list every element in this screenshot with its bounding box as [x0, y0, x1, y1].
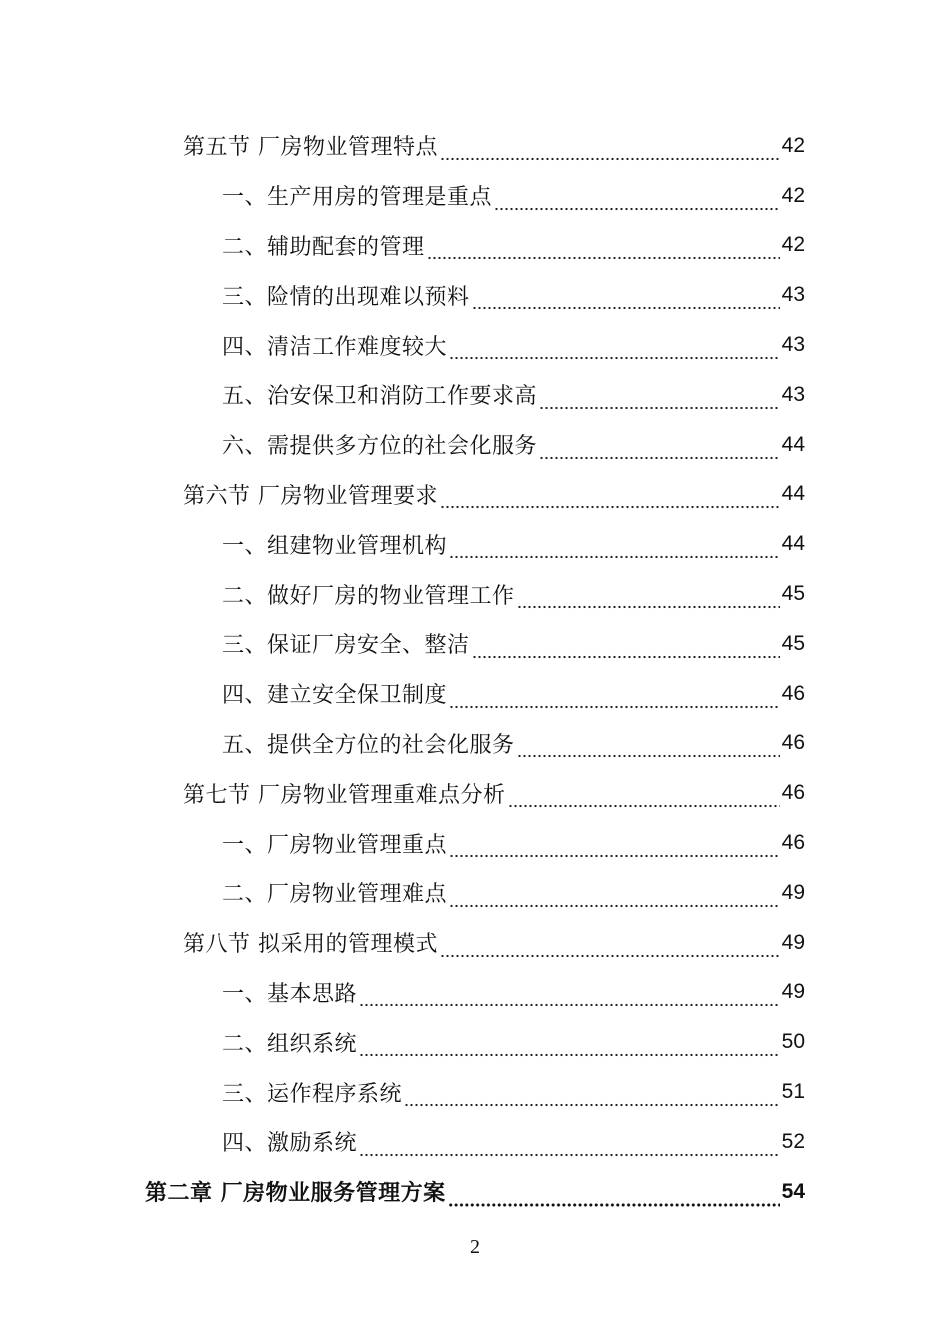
toc-entry-page: 45 [781, 582, 805, 606]
toc-entry-page: 46 [781, 681, 805, 705]
toc-entry-title: 二、做好厂房的物业管理工作 [222, 583, 515, 609]
toc-entry-page: 43 [781, 283, 805, 307]
dot-leader [359, 1135, 780, 1157]
toc-entry[interactable] [0, 270, 950, 320]
toc-entry[interactable] [0, 1017, 950, 1067]
toc-entry[interactable] [0, 619, 950, 669]
toc-entry-page: 46 [781, 731, 805, 755]
toc-entry[interactable] [0, 420, 950, 470]
dot-leader [449, 687, 780, 709]
toc-entry-title: 第八节 拟采用的管理模式 [183, 932, 438, 958]
toc-entry[interactable] [0, 719, 950, 769]
toc-entry-page: 52 [781, 1129, 805, 1153]
toc-entry-title: 二、组织系统 [222, 1031, 358, 1057]
toc-entry-page: 49 [781, 930, 805, 954]
toc-entry[interactable] [0, 370, 950, 420]
toc-entry-page: 50 [781, 1030, 805, 1054]
dot-leader [440, 139, 780, 161]
toc-entry-title: 第二章 厂房物业服务管理方案 [145, 1181, 446, 1207]
toc-entry-title: 四、建立安全保卫制度 [222, 683, 448, 709]
dot-leader [440, 487, 780, 509]
page-number: 2 [470, 1236, 480, 1258]
toc-entry[interactable] [0, 868, 950, 918]
toc-entry[interactable] [0, 918, 950, 968]
toc-entry[interactable] [0, 1067, 950, 1117]
toc-entry-title: 一、基本思路 [222, 981, 358, 1007]
table-of-contents [0, 121, 950, 1217]
dot-leader [517, 736, 780, 758]
toc-entry-title: 五、治安保卫和消防工作要求高 [222, 384, 538, 410]
toc-entry-page: 44 [781, 432, 805, 456]
dot-leader [449, 338, 780, 360]
dot-leader [539, 438, 780, 460]
toc-entry-page: 49 [781, 980, 805, 1004]
toc-entry-page: 45 [781, 631, 805, 655]
dot-leader [449, 886, 780, 908]
toc-entry-page: 44 [781, 532, 805, 556]
toc-entry[interactable] [0, 569, 950, 619]
toc-entry[interactable] [0, 121, 950, 171]
toc-entry-page: 42 [781, 233, 805, 257]
dot-leader [359, 1035, 780, 1057]
toc-entry-title: 一、厂房物业管理重点 [222, 832, 448, 858]
toc-entry-page: 43 [781, 382, 805, 406]
toc-entry-page: 43 [781, 333, 805, 357]
toc-entry-title: 一、组建物业管理机构 [222, 533, 448, 559]
dot-leader [508, 786, 780, 808]
toc-entry[interactable] [0, 519, 950, 569]
toc-entry-page: 51 [781, 1080, 805, 1104]
toc-entry[interactable] [0, 768, 950, 818]
toc-entry[interactable] [0, 320, 950, 370]
toc-entry-title: 四、激励系统 [222, 1131, 358, 1157]
toc-entry[interactable] [0, 968, 950, 1018]
toc-entry-chapter[interactable] [0, 1167, 950, 1217]
toc-entry-page: 46 [781, 831, 805, 855]
toc-entry[interactable] [0, 818, 950, 868]
dot-leader [539, 388, 780, 410]
toc-entry-title: 三、运作程序系统 [222, 1081, 403, 1107]
toc-entry-title: 一、生产用房的管理是重点 [222, 185, 493, 211]
toc-entry-page: 44 [781, 482, 805, 506]
toc-entry[interactable] [0, 470, 950, 520]
toc-entry[interactable] [0, 171, 950, 221]
toc-entry-title: 三、保证厂房安全、整洁 [222, 633, 470, 659]
dot-leader [427, 238, 780, 260]
toc-entry-page: 42 [781, 183, 805, 207]
toc-entry-title: 三、险情的出现难以预料 [222, 284, 470, 310]
toc-entry-page: 49 [781, 880, 805, 904]
toc-entry-title: 五、提供全方位的社会化服务 [222, 732, 515, 758]
dot-leader [359, 985, 780, 1007]
dot-leader [449, 836, 780, 858]
toc-entry-title: 二、厂房物业管理难点 [222, 882, 448, 908]
toc-entry-title: 四、清洁工作难度较大 [222, 334, 448, 360]
dot-leader [494, 189, 780, 211]
dot-leader [448, 1185, 780, 1207]
toc-entry[interactable] [0, 221, 950, 271]
toc-entry-title: 第六节 厂房物业管理要求 [183, 483, 438, 509]
dot-leader [404, 1085, 780, 1107]
toc-entry-title: 六、需提供多方位的社会化服务 [222, 434, 538, 460]
toc-entry-page: 46 [781, 781, 805, 805]
toc-entry-title: 第七节 厂房物业管理重难点分析 [183, 782, 506, 808]
dot-leader [472, 637, 780, 659]
dot-leader [472, 288, 780, 310]
dot-leader [440, 936, 780, 958]
toc-entry-page: 54 [781, 1179, 805, 1203]
dot-leader [517, 587, 780, 609]
toc-entry[interactable] [0, 669, 950, 719]
dot-leader [449, 537, 780, 559]
toc-entry-title: 二、辅助配套的管理 [222, 234, 425, 260]
toc-entry[interactable] [0, 1117, 950, 1167]
toc-entry-title: 第五节 厂房物业管理特点 [183, 135, 438, 161]
toc-entry-page: 42 [781, 133, 805, 157]
